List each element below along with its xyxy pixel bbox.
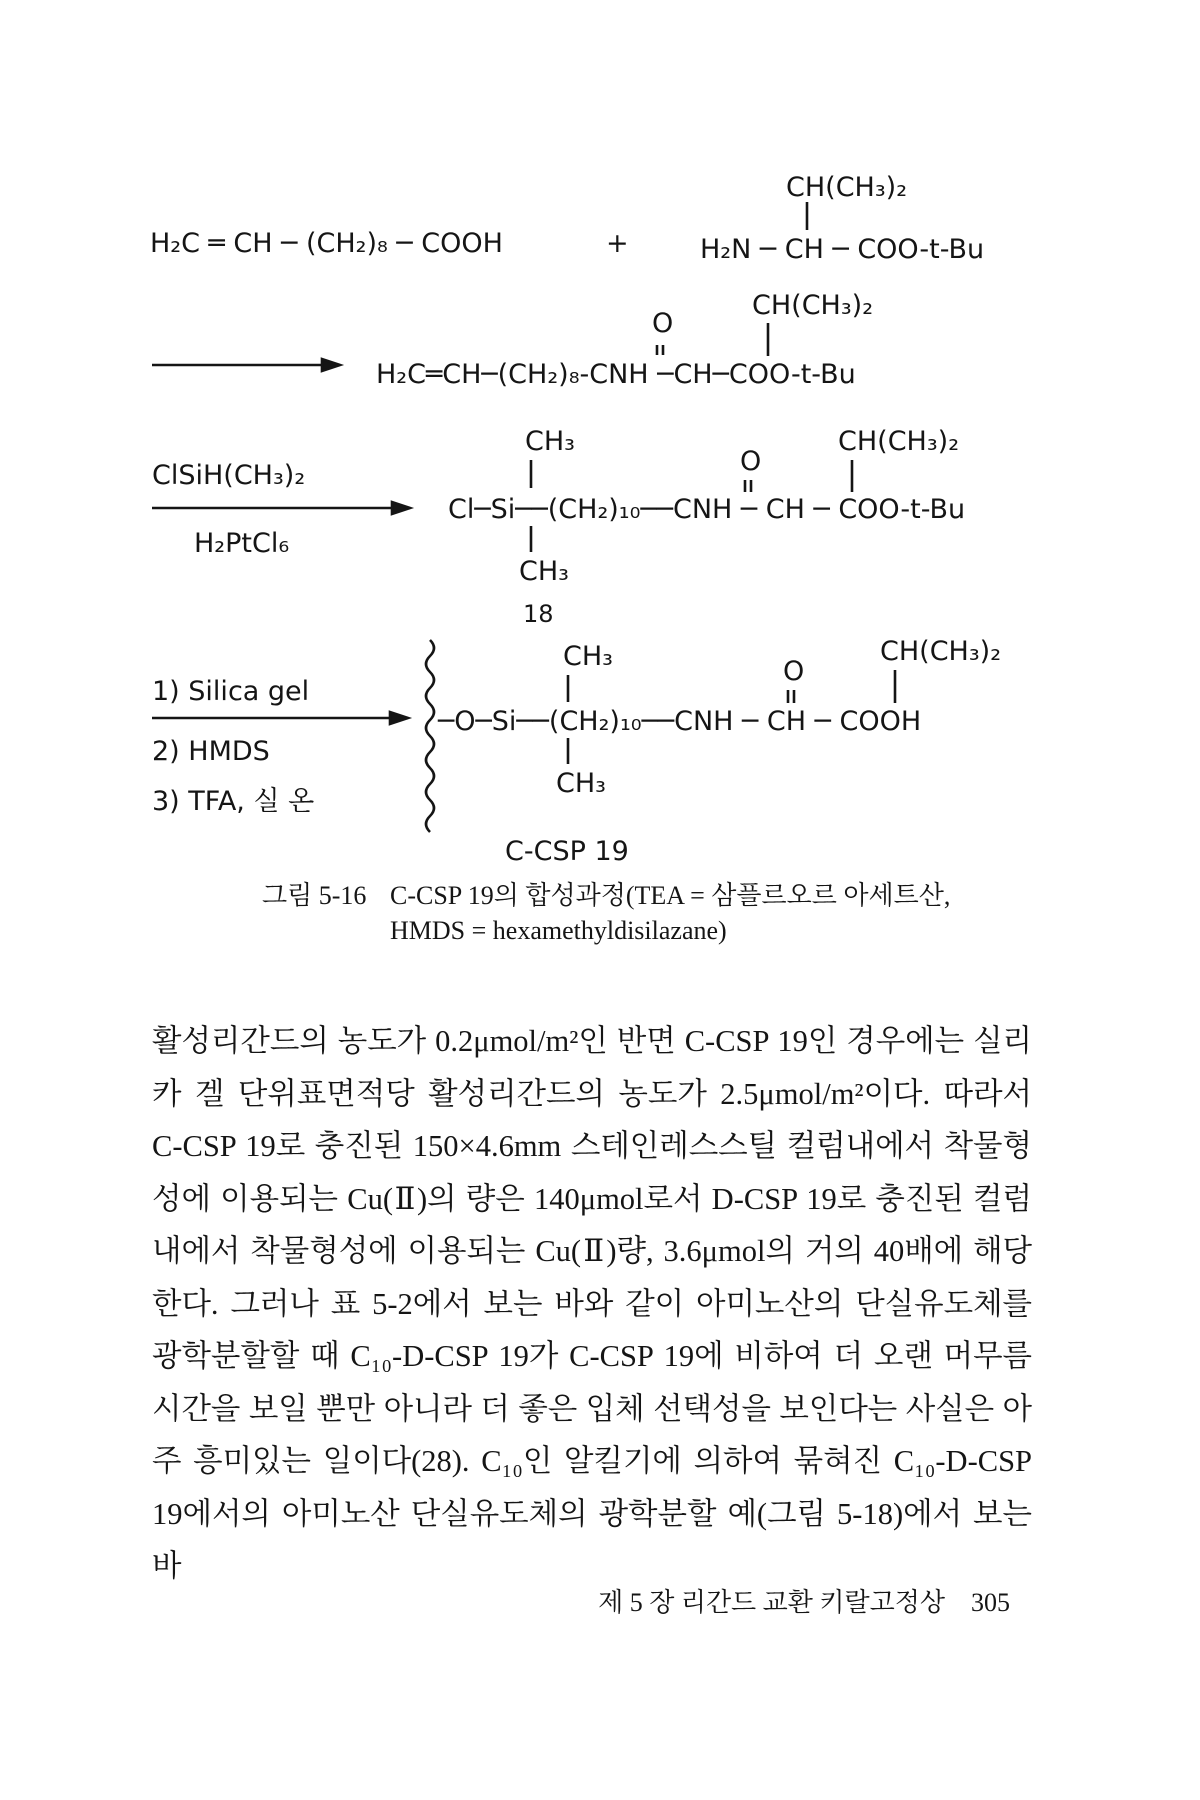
body-paragraph: 활성리간드의 농도가 0.2μmol/m²인 반면 C-CSP 19인 경우에는 실리카 겔 단위표면적당 활성리간드의 농도가 2.5μmol/m²이다. 따라서 C-CSP 19로 충진된 150×4.6mm 스테인레스스틸 컬럼내에서 착물형성에 이용되는 Cu(Ⅱ)의 량은 140μmol로서 D-CSP 19로 충진된 컬럼내에서 착물형성에 이용되는 Cu(Ⅱ)량, 3.6μmol의 거의 40배에 해당한다. 그러나 표 5-2에서 보는 바와 같이 아미노산의 단실유도체를 광학분할할 때 C₁₀-D-CSP 19가 C-CSP 19에 비하여 더 오랜 머무름 시간을 보일 뿐만 아니라 더 좋은 입체 선택성을 보인다는 사실은 아주 흥미있는 일이다(28). C₁₀인 알킬기에 의하여 묶혀진 C₁₀-D-CSP 19에서의 아미노산 단실유도체의 광학분할 예(그림 5-18)에서 보는 바	[152, 1024, 1032, 1583]
reactant-undecenoic-acid: H₂C ═ CH ─ (CH₂)₈ ─ COOH	[150, 228, 503, 259]
page-footer	[590, 1582, 1010, 1619]
reagent-hmds: 2) HMDS	[152, 736, 270, 767]
silane-intermediate: Cl─Si──(CH₂)₁₀──CNH ─ CH ─ COO-t-Bu	[448, 494, 966, 525]
amide-isopropyl-group: CH(CH₃)₂	[752, 290, 874, 321]
valine-tert-butyl-ester: H₂N ─ CH ─ COO-t-Bu	[700, 234, 985, 265]
csp-bottom-methyl: CH₃	[556, 768, 606, 799]
reagent-silica-gel: 1) Silica gel	[152, 676, 310, 707]
figure-number: 그림 5-16	[262, 881, 367, 910]
reaction-arrow-3-head	[390, 712, 408, 724]
chapter-title: 제 5 장 리간드 교환 키랄고정상	[598, 1588, 945, 1617]
amide-product: H₂C═CH─(CH₂)₈-CNH ─CH─COO-t-Bu	[376, 359, 856, 390]
reaction-arrow-1-head	[322, 359, 340, 371]
reaction-arrow-2-head	[392, 502, 410, 514]
caption-line-1: C-CSP 19의 합성과정(TEA = 삼플르오르 아세트산,	[390, 881, 951, 910]
reagent-chlorodimethylsilane: ClSiH(CH₃)₂	[152, 460, 306, 491]
plus-sign: +	[606, 228, 629, 259]
csp-structure: ─O─Si──(CH₂)₁₀──CNH ─ CH ─ COOH	[438, 706, 922, 737]
csp-compound-label: C-CSP 19	[505, 836, 629, 867]
compound-number-18: 18	[523, 600, 554, 628]
synthesis-scheme	[0, 0, 1200, 880]
silica-surface-wavy-line	[426, 640, 434, 832]
silane-top-methyl: CH₃	[525, 426, 575, 457]
silane-isopropyl-group: CH(CH₃)₂	[838, 426, 960, 457]
reagent-tfa: 3) TFA, 실 온	[152, 786, 315, 817]
csp-top-methyl: CH₃	[563, 641, 613, 672]
valine-isopropyl-group: CH(CH₃)₂	[786, 172, 908, 203]
page-number: 305	[971, 1588, 1010, 1617]
csp-isopropyl-group: CH(CH₃)₂	[880, 636, 1002, 667]
figure-caption	[262, 878, 1022, 948]
amide-oxygen: O	[652, 308, 674, 339]
csp-amide-oxygen: O	[783, 656, 805, 687]
body-text	[152, 1015, 1032, 1593]
caption-line-2: HMDS = hexamethyldisilazane)	[390, 916, 727, 945]
silane-bottom-methyl: CH₃	[519, 556, 569, 587]
silane-amide-oxygen: O	[740, 446, 762, 477]
catalyst-chloroplatinic-acid: H₂PtCl₆	[194, 528, 290, 559]
